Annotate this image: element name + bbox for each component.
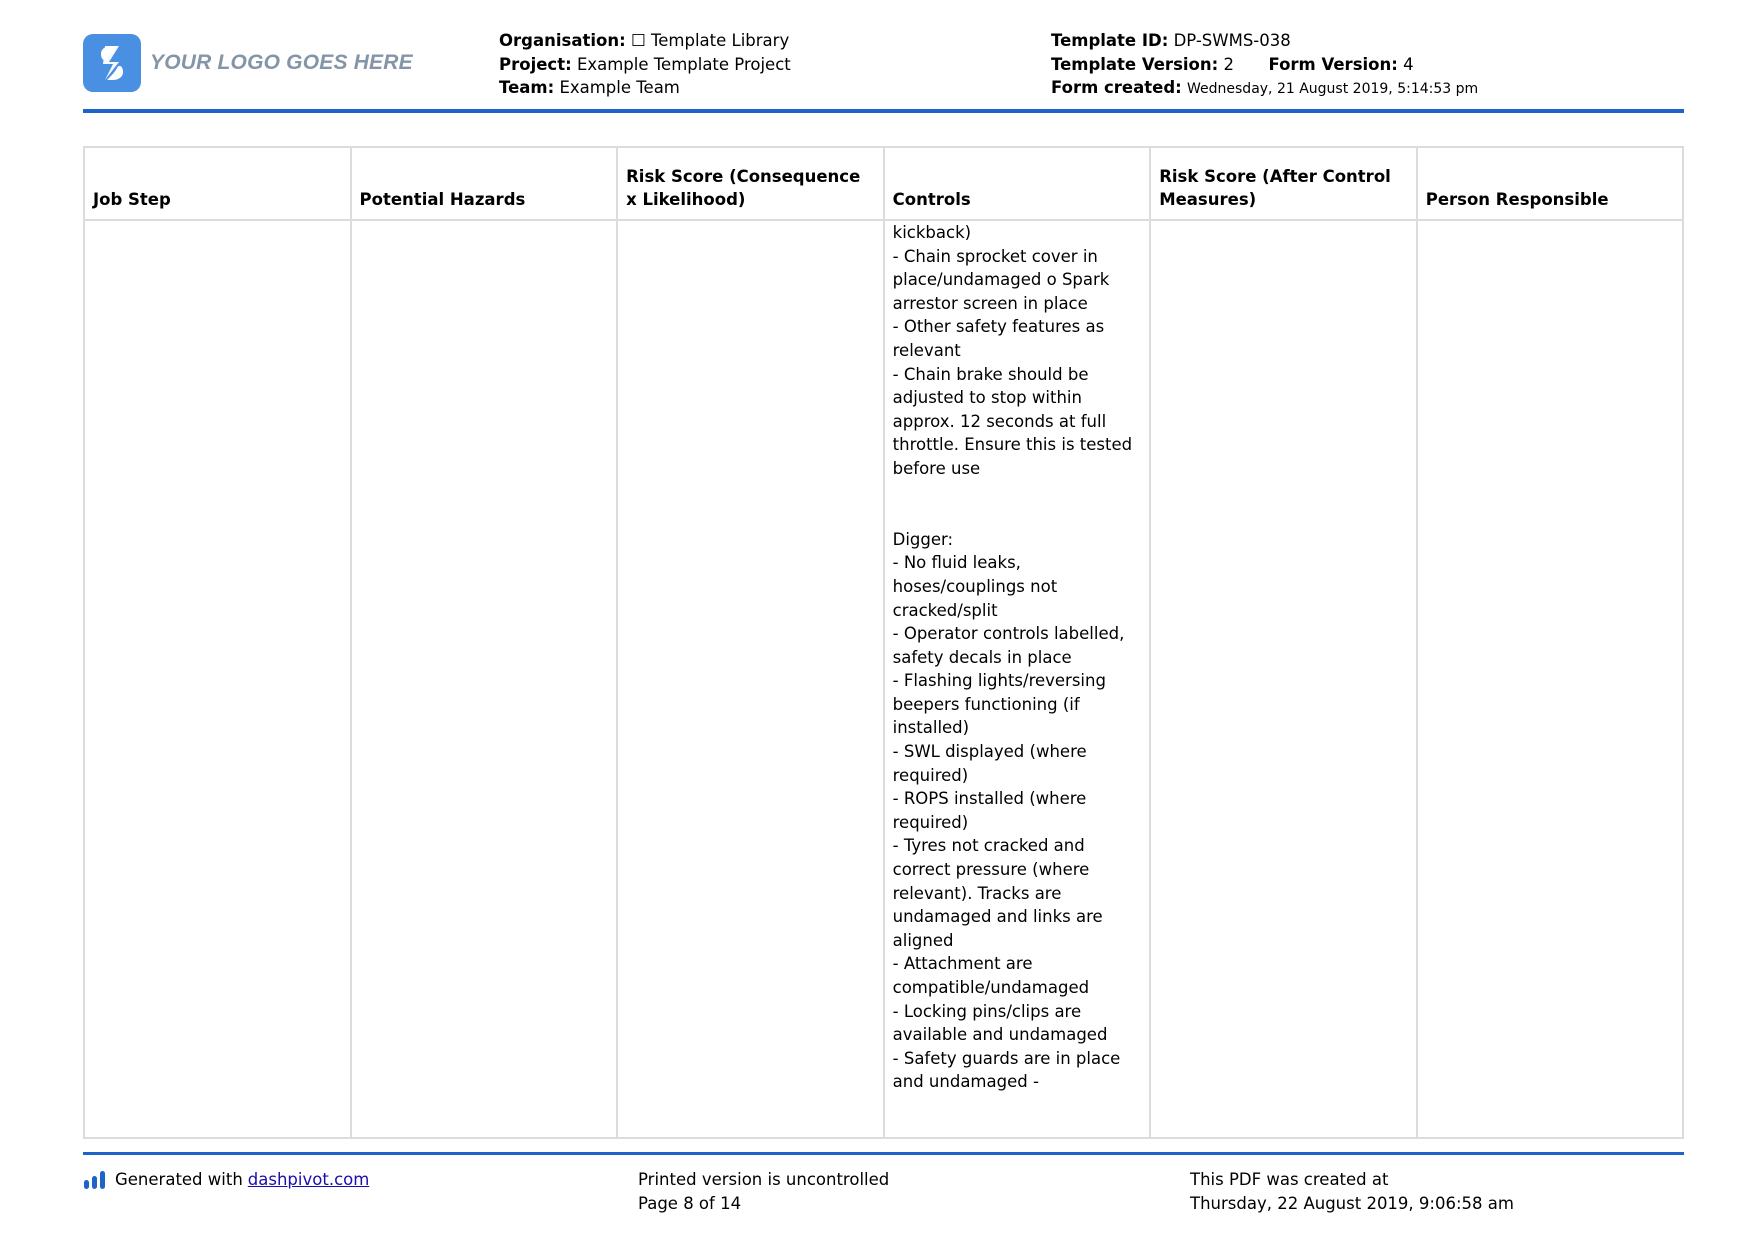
project-line bbox=[499, 53, 791, 77]
dashpivot-icon bbox=[83, 1170, 107, 1190]
organisation-value: ☐ Template Library bbox=[630, 31, 790, 50]
template-id-label: Template ID: bbox=[1051, 31, 1169, 50]
column-header-job-step: Job Step bbox=[84, 147, 351, 220]
controls-text: kickback) - Chain sprocket cover in place/undamaged o Spark arrestor screen in place - Other safety features as relevant - Chain brake should be adjusted to stop within approx. 12 seconds at full throttle. Ensure this is tested before use Digger: - No fluid leaks, hoses/couplings not cracked/split - Operator controls labelled, safety decals in place - Flashing lights/reversing beepers functioning (if installed) - SWL displayed (where required) - ROPS installed (where required) - Tyres not cracked and correct pressure (where relevant). Tracks are undamaged and links are aligned - Attachment are compatible/undamaged - Locking pins/clips are available and undamaged - Safety guards are in place and undamaged - bbox=[892, 223, 1133, 1092]
column-header-risk-score-after: Risk Score (After Control Measures) bbox=[1150, 147, 1417, 220]
project-label: Project: bbox=[499, 54, 572, 74]
page-number: Page 8 of 14 bbox=[638, 1193, 742, 1213]
cell-risk-score-after bbox=[1150, 220, 1417, 1138]
form-version-label: Form Version: bbox=[1268, 54, 1398, 74]
footer-divider bbox=[83, 1152, 1684, 1155]
table-header-row bbox=[84, 147, 1683, 220]
footer-pdf-created bbox=[1190, 1168, 1514, 1215]
column-header-risk-score: Risk Score (Consequence x Likelihood) bbox=[617, 147, 884, 220]
form-version-value: 4 bbox=[1403, 54, 1414, 74]
team-value: Example Team bbox=[559, 78, 680, 97]
generated-text: Generated with bbox=[115, 1170, 243, 1189]
project-meta bbox=[499, 29, 791, 100]
cell-person-responsible bbox=[1417, 220, 1683, 1138]
form-created-line bbox=[1051, 76, 1478, 102]
cell-controls bbox=[884, 220, 1151, 1138]
column-header-controls: Controls bbox=[884, 147, 1151, 220]
template-id-value: DP-SWMS-038 bbox=[1173, 31, 1291, 50]
project-value: Example Template Project bbox=[576, 54, 791, 74]
company-logo bbox=[83, 34, 413, 92]
swms-table bbox=[83, 146, 1684, 1139]
header-divider bbox=[83, 109, 1684, 113]
footer-generated bbox=[83, 1168, 369, 1192]
cell-potential-hazards bbox=[351, 220, 618, 1138]
form-created-label: Form created: bbox=[1051, 78, 1182, 97]
column-header-potential-hazards: Potential Hazards bbox=[351, 147, 618, 220]
organisation-label: Organisation: bbox=[499, 31, 626, 50]
table-row bbox=[84, 220, 1683, 1138]
template-version-label: Template Version: bbox=[1051, 54, 1219, 74]
template-meta bbox=[1051, 29, 1478, 102]
dashpivot-link[interactable]: dashpivot.com bbox=[247, 1170, 370, 1189]
footer-print-info bbox=[638, 1168, 889, 1215]
printed-notice: Printed version is uncontrolled bbox=[638, 1170, 890, 1189]
logo-text: YOUR LOGO GOES HERE bbox=[150, 51, 413, 74]
version-line bbox=[1051, 53, 1478, 77]
logo-mark-icon bbox=[83, 34, 141, 92]
template-version-value: 2 bbox=[1223, 54, 1234, 74]
form-created-value: Wednesday, 21 August 2019, 5:14:53 pm bbox=[1187, 81, 1479, 97]
cell-risk-score bbox=[617, 220, 884, 1138]
cell-job-step bbox=[84, 220, 351, 1138]
team-label: Team: bbox=[499, 78, 555, 97]
pdf-created-value: Thursday, 22 August 2019, 9:06:58 am bbox=[1190, 1193, 1514, 1213]
pdf-created-label: This PDF was created at bbox=[1190, 1170, 1389, 1189]
column-header-person-responsible: Person Responsible bbox=[1417, 147, 1683, 220]
organisation-line bbox=[499, 29, 791, 53]
template-id-line bbox=[1051, 29, 1478, 53]
page-header bbox=[83, 0, 1683, 114]
team-line bbox=[499, 76, 791, 100]
